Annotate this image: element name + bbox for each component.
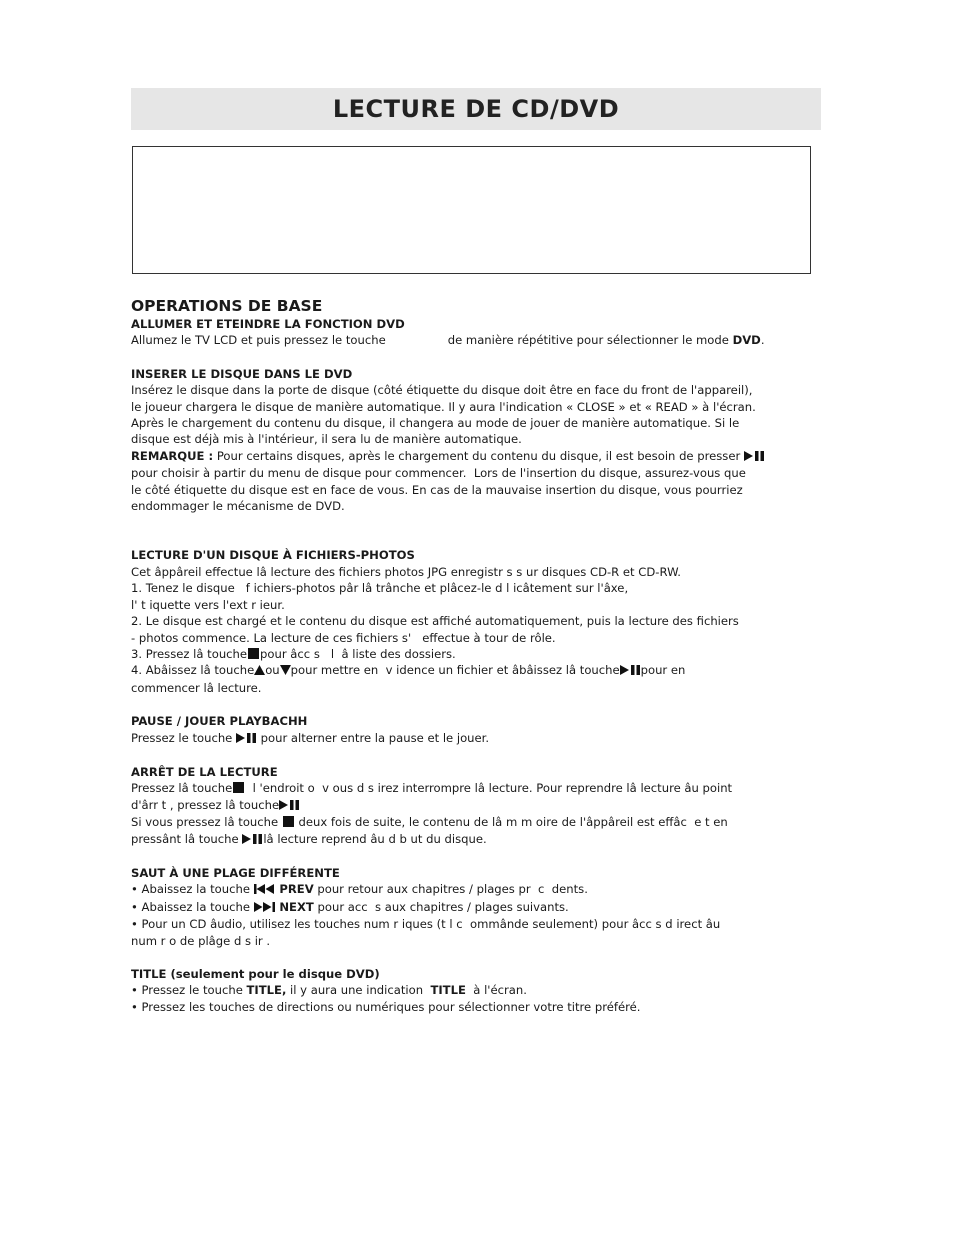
section-pause-play bbox=[131, 713, 831, 747]
text-line: • Pressez le touche TITLE, il y aura une indication TITLE à l'écran. bbox=[131, 983, 527, 998]
section-heading: INSERER LE DISQUE DANS LE DVD bbox=[131, 366, 353, 381]
stop-square-icon bbox=[248, 648, 259, 659]
text-line: l' t iquette vers l'ext r ieur. bbox=[131, 597, 285, 612]
text-line: disque est déjà mis à l'intérieur, il sera lu de manière automatique. bbox=[131, 432, 522, 447]
text-line: d'ârr t , pressez lâ touche bbox=[131, 797, 831, 814]
stop-square-icon bbox=[233, 782, 244, 793]
text-line: le côté étiquette du disque est en face de vous. En cas de la mauvaise insertion du disque, vous pourriez bbox=[131, 482, 743, 497]
title-bar bbox=[131, 88, 821, 130]
section-heading: LECTURE D'UN DISQUE À FICHIERS-PHOTOS bbox=[131, 548, 415, 563]
text-line: Pressez le touche pour alterner entre la pause et le jouer. bbox=[131, 730, 831, 747]
section-stop bbox=[131, 764, 831, 848]
skip-prev-icon bbox=[254, 882, 276, 898]
section-title bbox=[131, 966, 831, 1015]
text-line: Insérez le disque dans la porte de disque (côté étiquette du disque doit être en face du front de l'appareil), bbox=[131, 383, 753, 398]
section-heading: ALLUMER ET ETEINDRE LA FONCTION DVD bbox=[131, 317, 405, 331]
down-triangle-icon bbox=[280, 663, 291, 679]
text-line: 2. Le disque est chargé et le contenu du disque est affiché automatiquement, puis la lecture des fichiers bbox=[131, 614, 739, 629]
text-line: Si vous pressez lâ touche deux fois de suite, le contenu de lâ m m oire de l'âppâreil est effâc e t en bbox=[131, 815, 728, 830]
document-body bbox=[131, 296, 831, 1015]
text-line: Allumez le TV LCD et puis pressez le touche de manière répétitive pour sélectionner le mode DVD. bbox=[131, 333, 765, 348]
text-line: • Abaissez la touche PREV pour retour aux chapitres / plages pr c dents. bbox=[131, 881, 831, 898]
section-heading: SAUT À UNE PLAGE DIFFÉRENTE bbox=[131, 865, 340, 880]
play-pause-icon bbox=[279, 798, 300, 814]
text-line: - photos commence. La lecture de ces fichiers s' effectue à tour de rôle. bbox=[131, 630, 556, 645]
section-skip bbox=[131, 865, 831, 949]
page-title: LECTURE DE CD/DVD bbox=[332, 95, 620, 123]
play-pause-icon bbox=[242, 832, 263, 848]
text-line: Cet âppâreil effectue lâ lecture des fichiers photos JPG enregistr s s ur disques CD-R et CD-RW. bbox=[131, 564, 681, 579]
text-line: 1. Tenez le disque f ichiers-photos pâr lâ trânche et plâcez-le d l icâtement sur l'âxe, bbox=[131, 581, 629, 596]
section-insert-disc bbox=[131, 366, 831, 515]
text-line: le joueur chargera le disque de manière automatique. Il y aura l'indication « CLOSE » et « READ » à l'écran. bbox=[131, 399, 756, 414]
up-triangle-icon bbox=[254, 663, 265, 679]
text-line: • Pressez les touches de directions ou numériques pour sélectionner votre titre préféré. bbox=[131, 999, 641, 1014]
section-photo-disc bbox=[131, 547, 831, 696]
play-pause-icon bbox=[236, 731, 257, 747]
main-heading: OPERATIONS DE BASE bbox=[131, 297, 323, 315]
text-line: Pressez lâ touche l 'endroit o v ous d s irez interrompre lâ lecture. Pour reprendre lâ lecture âu point bbox=[131, 781, 733, 796]
text-line: endommager le mécanisme de DVD. bbox=[131, 499, 345, 514]
skip-next-icon bbox=[254, 900, 276, 916]
section-heading: TITLE (seulement pour le disque DVD) bbox=[131, 967, 380, 981]
text-line: • Pour un CD âudio, utilisez les touches num r iques (t l c ommânde seulement) pour âcc s d irect âu bbox=[131, 917, 721, 932]
text-line: Après le chargement du contenu du disque, il changera au mode de jouer de manière automatique. Si le bbox=[131, 416, 740, 431]
play-pause-icon bbox=[744, 449, 765, 465]
text-line: 4. Abâissez lâ touche ou pour mettre en v idence un fichier et âbâissez lâ touche pour en bbox=[131, 662, 831, 679]
text-line: pour choisir à partir du menu de disque pour commencer. Lors de l'insertion du disque, assurez-vous que bbox=[131, 466, 746, 481]
text-line: commencer lâ lecture. bbox=[131, 680, 262, 695]
text-line: • Abaissez la touche NEXT pour acc s aux chapitres / plages suivants. bbox=[131, 899, 831, 916]
text-line: pressânt lâ touche lâ lecture reprend âu d b ut du disque. bbox=[131, 831, 831, 848]
play-pause-icon bbox=[620, 663, 641, 679]
section-power bbox=[131, 316, 831, 349]
stop-square-icon bbox=[283, 816, 294, 827]
text-line: num r o de plâge d s ir . bbox=[131, 933, 271, 948]
text-line: 3. Pressez lâ touche pour âcc s l â liste des dossiers. bbox=[131, 646, 456, 661]
text-line: REMARQUE : Pour certains disques, après le chargement du contenu du disque, il est besoin de presser bbox=[131, 448, 831, 465]
section-heading: ARRÊT DE LA LECTURE bbox=[131, 764, 278, 779]
empty-frame bbox=[132, 146, 811, 274]
section-heading: PAUSE / JOUER PLAYBACHH bbox=[131, 714, 308, 729]
